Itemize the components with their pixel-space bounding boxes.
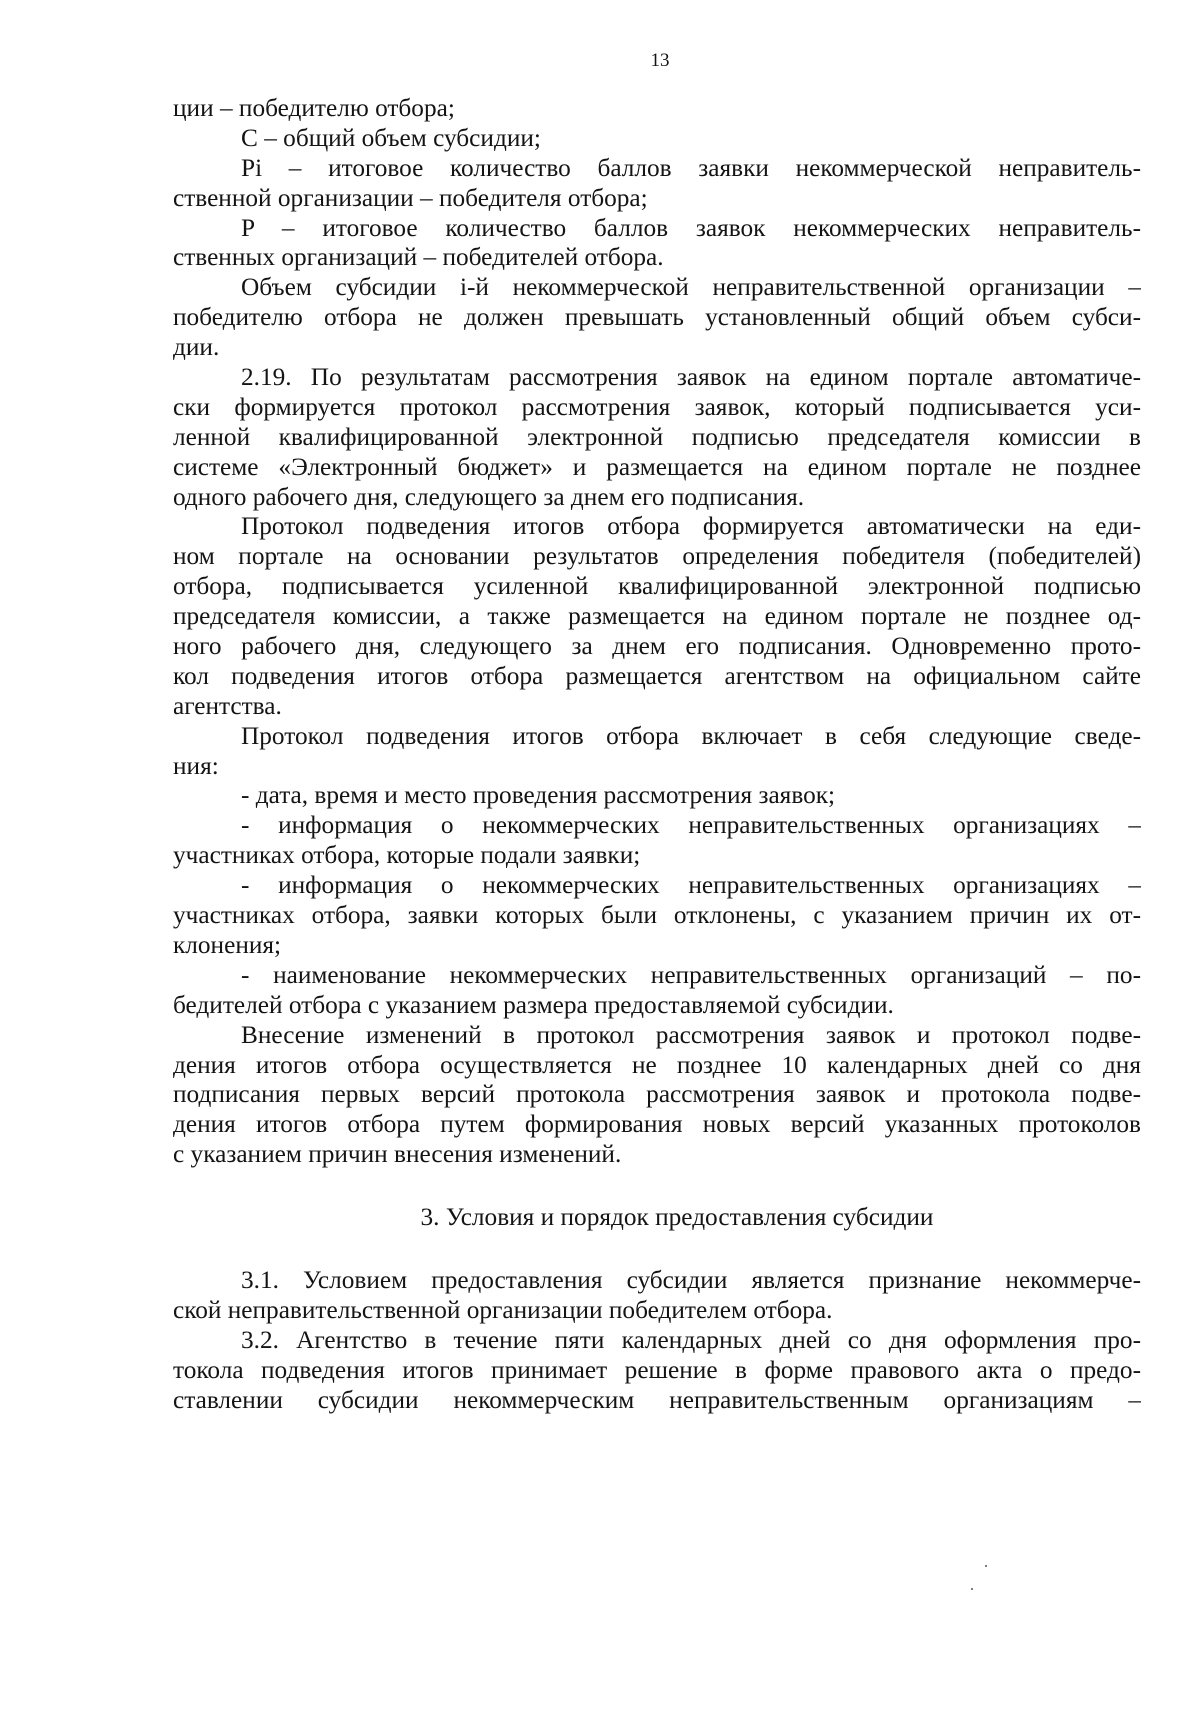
text-line: подписания первых версий протокола рассмотрения заявок и протокола подве- (173, 1080, 1141, 1109)
list-item: - информация о некоммерческих неправительственных организациях – (241, 811, 1141, 840)
text-line: агентства. (173, 691, 282, 720)
text-line: отбора, подписывается усиленной квалифицированной электронной подписью (173, 572, 1141, 601)
text-line: с указанием причин внесения изменений. (173, 1140, 622, 1169)
text-line: ции – победителю отбора; (173, 94, 455, 122)
text-line: 2.19. По результатам рассмотрения заявок на едином портале автоматиче- (241, 363, 1141, 392)
text-line: ния: (173, 751, 219, 780)
list-item: - наименование некоммерческих неправительственных организаций – по- (241, 960, 1141, 989)
text-line: системе «Электронный бюджет» и размещается на едином портале не позднее (173, 452, 1141, 481)
scan-speck (971, 1588, 973, 1590)
text-line: Объем субсидии i-й некоммерческой неправительственной организации – (241, 273, 1141, 302)
text-line: ставлении субсидии некоммерческим неправительственным организациям – (173, 1385, 1141, 1414)
text-line: бедителей отбора с указанием размера предоставляемой субсидии. (173, 990, 894, 1019)
text-line: ственной организации – победителя отбора; (173, 183, 648, 212)
text-line: председателя комиссии, а также размещается на едином портале не позднее од- (173, 602, 1141, 631)
scan-speck (985, 1565, 987, 1567)
text-line: ном портале на основании результатов определения победителя (победителей) (173, 542, 1141, 571)
text-line: ственных организаций – победителей отбора. (173, 243, 664, 272)
text-line: дения итогов отбора путем формирования новых версий указанных протоколов (173, 1110, 1141, 1139)
document-body (173, 94, 1141, 1415)
text-line: Протокол подведения итогов отбора включает в себя следующие сведе- (241, 721, 1141, 750)
text-line: одного рабочего дня, следующего за днем его подписания. (173, 482, 805, 511)
text-line: победителю отбора не должен превышать установленный общий объем субси- (173, 303, 1141, 332)
page-number: 13 (650, 50, 670, 71)
text-line: ски формируется протокол рассмотрения заявок, который подписывается уси- (173, 392, 1141, 421)
text-line: Протокол подведения итогов отбора формируется автоматически на еди- (241, 512, 1141, 541)
text-line: P – итоговое количество баллов заявок некоммерческих неправитель- (241, 213, 1141, 242)
text-line: ленной квалифицированной электронной подписью председателя комиссии в (173, 422, 1141, 451)
list-item: - информация о некоммерческих неправительственных организациях – (241, 871, 1141, 900)
text-line: С – общий объем субсидии; (241, 123, 541, 152)
text-line: ного рабочего дня, следующего за днем его подписания. Одновременно прото- (173, 632, 1141, 661)
text-line: Внесение изменений в протокол рассмотрения заявок и протокол подве- (241, 1020, 1141, 1049)
text-line: токола подведения итогов принимает решение в форме правового акта о предо- (173, 1355, 1141, 1384)
text-line: участниках отбора, заявки которых были отклонены, с указанием причин их от- (173, 901, 1141, 930)
text-line: участниках отбора, которые подали заявки; (173, 841, 641, 870)
text-line: дии. (173, 333, 220, 362)
list-item: - дата, время и место проведения рассмотрения заявок; (241, 781, 836, 810)
text-line: дения итогов отбора осуществляется не позднее 10 календарных дней со дня (173, 1050, 1141, 1079)
text-line: ской неправительственной организации победителем отбора. (173, 1295, 833, 1324)
section-heading: 3. Условия и порядок предоставления субсидии (420, 1203, 934, 1232)
text-line: 3.1. Условием предоставления субсидии является признание некоммерче- (241, 1265, 1141, 1294)
text-line: 3.2. Агентство в течение пяти календарных дней со дня оформления про- (241, 1325, 1141, 1354)
text-line: кол подведения итогов отбора размещается агентством на официальном сайте (173, 661, 1141, 690)
text-line: клонения; (173, 930, 282, 959)
text-line: Pi – итоговое количество баллов заявки некоммерческой неправитель- (241, 153, 1141, 182)
